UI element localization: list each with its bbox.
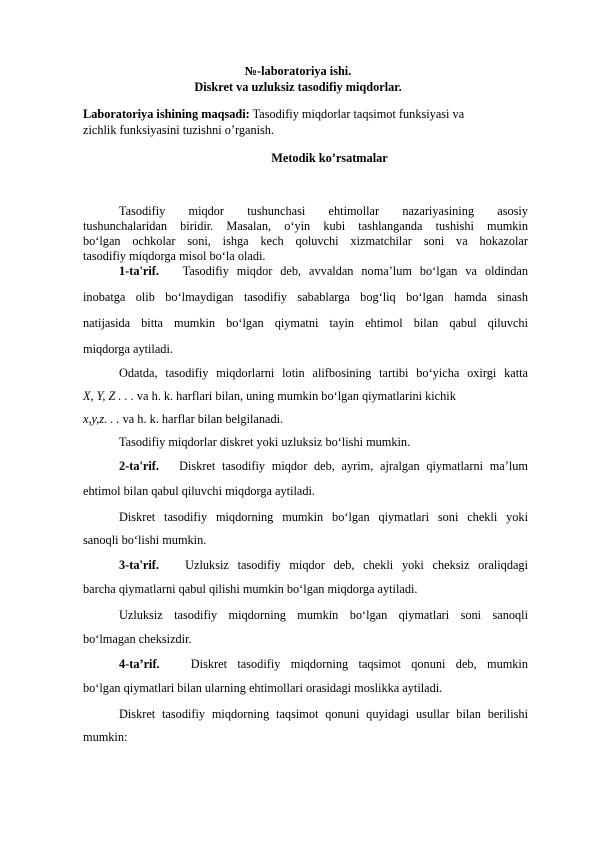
def3-line-1 xyxy=(119,558,528,573)
def1-line-4: miqdorga aytiladi. xyxy=(83,342,173,356)
notation-line-1: Odatda, tasodifiy miqdorlarni lotin alifbosining tartibi bo‘yicha oxirgi katta xyxy=(119,366,528,380)
def2-text: Diskret tasodifiy miqdor deb, ayrim, ajralgan qiymatlarni ma’lum xyxy=(179,459,528,473)
continuous-line-1: Uzluksiz tasodifiy miqdorning mumkin bo‘lgan qiymatlari soni sanoqli xyxy=(119,608,528,622)
def2-line-2: ehtimol bilan qabul qiluvchi miqdorga aytiladi. xyxy=(83,484,316,498)
def4-text: Diskret tasodifiy miqdorning taqsimot qonuni deb, mumkin xyxy=(190,657,528,671)
def3-label: 3-ta'rif. xyxy=(119,558,159,572)
section-heading: Metodik ko’rsatmalar xyxy=(271,151,388,165)
def2-line-1 xyxy=(119,459,528,474)
def3-text: Uzluksiz tasodifiy miqdor deb, chekli yoki cheksiz oraliqdagi xyxy=(185,558,528,572)
purpose-text: Tasodifiy miqdorlar taqsimot funksiyasi va xyxy=(249,107,465,121)
notation-line-2 xyxy=(83,389,456,404)
def3-line-2: barcha qiymatlarni qabul qilishi mumkin bo‘lgan miqdorga aytiladi. xyxy=(83,582,418,596)
intro-line-3: bo‘lgan ochkolar soni, ishga kech qoluvchi xizmatchilar soni va hokazolar xyxy=(83,234,528,248)
def4-label: 4-ta’rif. xyxy=(119,657,160,671)
closing-line-2: mumkin: xyxy=(83,730,128,744)
def4-line-1 xyxy=(119,657,528,672)
def1-line-1 xyxy=(119,264,528,279)
notation-line-2-text: va h. k. harflari bilan, uning mumkin bo‘lgan qiymatlarini kichik xyxy=(133,389,456,403)
closing-line-1: Diskret tasodifiy miqdorning taqsimot qonuni quyidagi usullar bilan berilishi xyxy=(119,707,528,721)
purpose-line-1 xyxy=(83,107,464,122)
discrete-line-2: sanoqli bo‘lishi mumkin. xyxy=(83,533,207,547)
notation-capitals: X, Y, Z . . . xyxy=(83,389,134,403)
def1-line-3: natijasida bitta mumkin bo‘lgan qiymatni tayin ehtimol bilan qabul qiluvchi xyxy=(83,316,528,330)
intro-line-4: tasodifiy miqdorga misol bo‘la oladi. xyxy=(83,249,266,263)
def2-label: 2-ta'rif. xyxy=(119,459,159,473)
notation-lowercase: x,y,z. . . xyxy=(83,412,120,426)
def4-line-2: bo‘lgan qiymatlari bilan ularning ehtimollari orasidagi moslikka aytiladi. xyxy=(83,681,443,695)
intro-line-1: Tasodifiy miqdor tushunchasi ehtimollar nazariyasining asosiy xyxy=(119,204,528,218)
lab-title: №-laboratoriya ishi. xyxy=(244,64,352,78)
def1-line-2: inobatga olib bo‘lmaydigan tasodifiy sabablarga bog‘liq bo‘lgan hamda sinash xyxy=(83,290,528,304)
notation-line-3 xyxy=(83,412,283,427)
types-line: Tasodifiy miqdorlar diskret yoki uzluksiz bo‘lishi mumkin. xyxy=(119,435,411,449)
lab-subtitle: Diskret va uzluksiz tasodifiy miqdorlar. xyxy=(194,80,402,94)
intro-line-2: tushunchalaridan biridir. Masalan, o‘yin kubi tashlanganda tushishi mumkin xyxy=(83,219,528,233)
def1-text: Tasodifiy miqdor deb, avvaldan noma’lum bo‘lgan va oldindan xyxy=(182,264,528,278)
purpose-line-2: zichlik funksiyasini tuzishni o’rganish. xyxy=(83,123,275,137)
purpose-label: Laboratoriya ishining maqsadi: xyxy=(83,107,250,121)
discrete-line-1: Diskret tasodifiy miqdorning mumkin bo‘lgan qiymatlari soni chekli yoki xyxy=(119,510,528,524)
def1-label: 1-ta'rif. xyxy=(119,264,159,278)
notation-line-3-text: va h. k. harflar bilan belgilanadi. xyxy=(119,412,284,426)
continuous-line-2: bo‘lmagan cheksizdir. xyxy=(83,632,192,646)
